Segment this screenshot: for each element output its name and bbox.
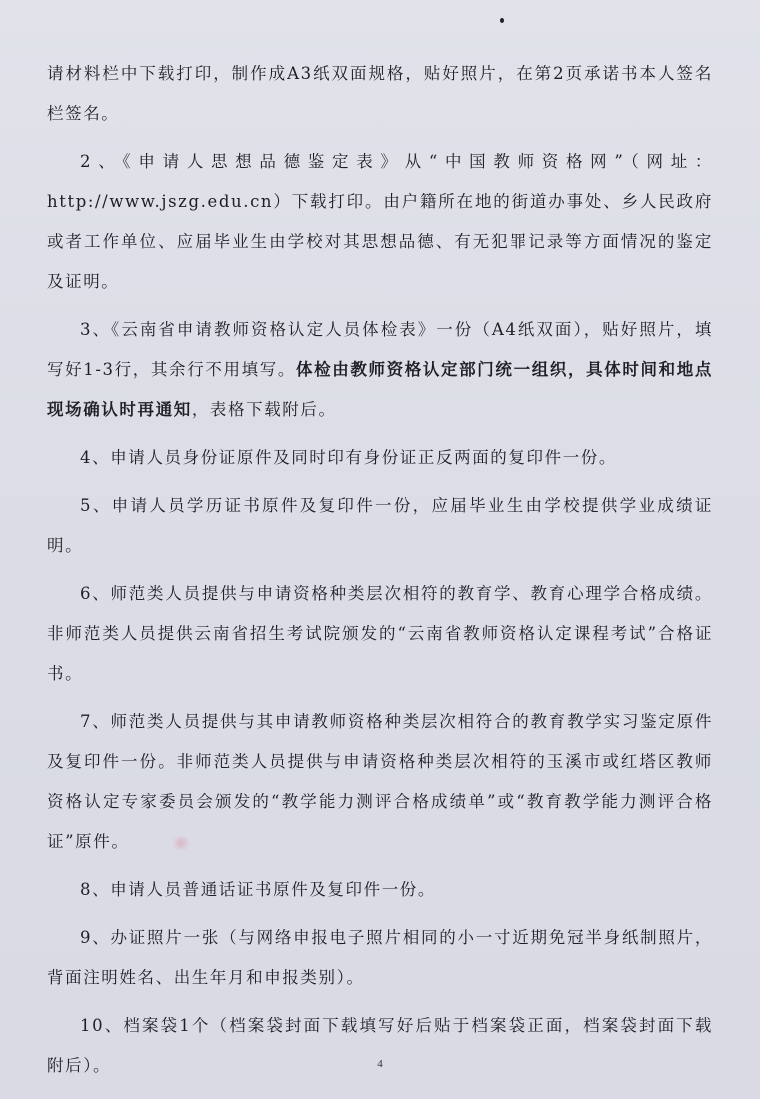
paragraph	[47, 438, 713, 478]
paragraph	[47, 486, 713, 566]
paragraph-text: 2、《申请人思想品德鉴定表》从“中国教师资格网”（网址：http://www.jszg.edu.cn）下载打印。由户籍所在地的街道办事处、乡人民政府或者工作单位、应届毕业生由学校对其思想品德、有无犯罪记录等方面情况的鉴定及证明。	[47, 152, 713, 291]
paragraph	[47, 702, 713, 862]
paragraph	[47, 870, 713, 910]
paragraph	[47, 54, 713, 134]
paragraph-text: 请材料栏中下载打印，制作成A3纸双面规格，贴好照片，在第2页承诺书本人签名栏签名。	[47, 64, 713, 123]
paragraph	[47, 574, 713, 694]
paragraph-text: 7、师范类人员提供与其申请教师资格种类层次相符合的教育教学实习鉴定原件及复印件一份。非师范类人员提供与申请资格种类层次相符的玉溪市或红塔区教师资格认定专家委员会颁发的“教学能力测评合格成绩单”或“教育教学能力测评合格证”原件。	[47, 712, 713, 851]
paragraph-text: 4、申请人员身份证原件及同时印有身份证正反两面的复印件一份。	[80, 448, 617, 467]
paragraph-text: 5、申请人员学历证书原件及复印件一份，应届毕业生由学校提供学业成绩证明。	[47, 496, 713, 555]
document-body	[47, 54, 713, 1094]
paragraph	[47, 142, 713, 302]
paragraph-text: 10、档案袋1个（档案袋封面下载填写好后贴于档案袋正面，档案袋封面下载附后）。	[47, 1016, 713, 1075]
paragraph	[47, 1006, 713, 1086]
paragraph-bold-text: 体检由教师资格认定部门统一组织，具体时间和地点现场确认时再通知	[47, 360, 713, 419]
page-number: 4	[377, 1058, 383, 1070]
paragraph-text: 8、申请人员普通话证书原件及复印件一份。	[80, 880, 436, 899]
paragraph-text: 9、办证照片一张（与网络申报电子照片相同的小一寸近期免冠半身纸制照片，背面注明姓名、出生年月和申报类别）。	[47, 928, 713, 987]
paragraph-text: 6、师范类人员提供与申请资格种类层次相符的教育学、教育心理学合格成绩。非师范类人员提供云南省招生考试院颁发的“云南省教师资格认定课程考试”合格证书。	[47, 584, 713, 683]
paragraph	[47, 310, 713, 430]
paragraph-text: 3、《云南省申请教师资格认定人员体检表》一份（A4纸双面），贴好照片，填写好1-3行，其余行不用填写。	[47, 320, 713, 379]
scan-speck	[500, 18, 504, 23]
paragraph-text: ，表格下载附后。	[191, 400, 337, 419]
paragraph	[47, 918, 713, 998]
